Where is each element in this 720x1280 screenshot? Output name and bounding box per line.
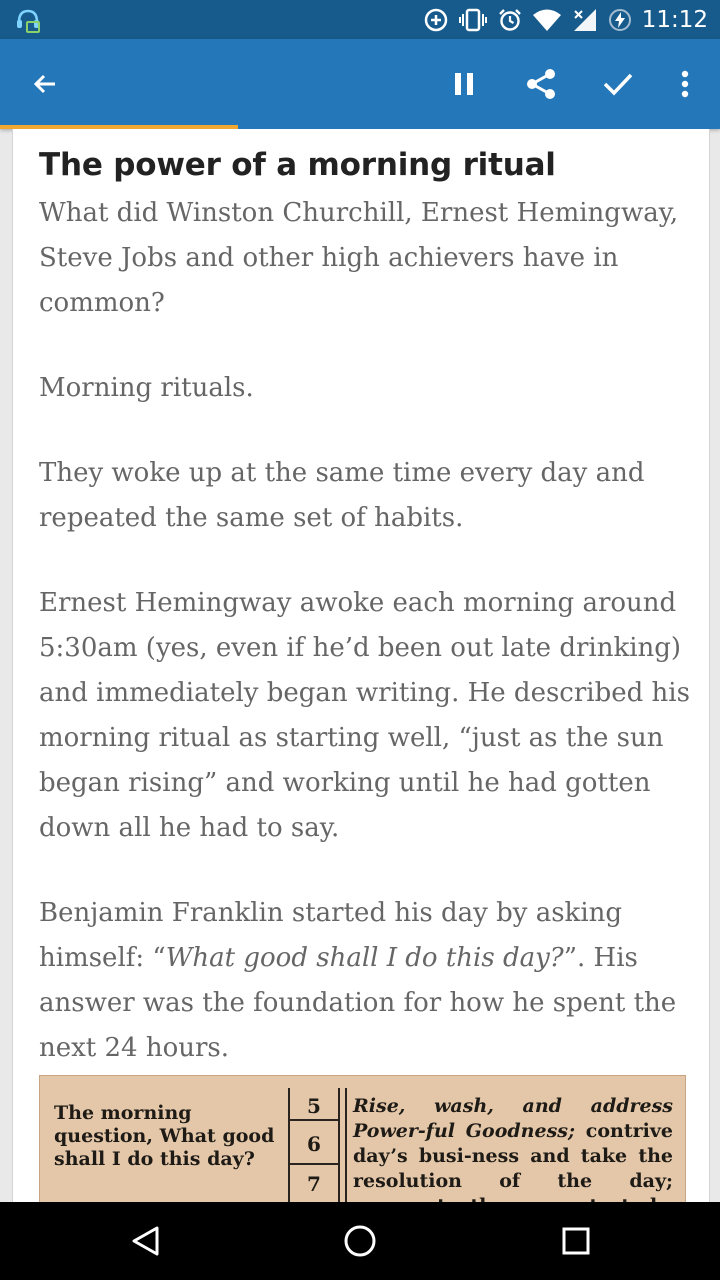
franklin-schedule-image: [39, 1075, 686, 1217]
nav-recents-button[interactable]: [531, 1202, 621, 1280]
system-nav-bar: [0, 1202, 720, 1280]
alarm-icon: [498, 8, 522, 32]
schedule-hour: 7: [307, 1172, 321, 1196]
divider: [290, 1119, 338, 1121]
wifi-icon: [532, 8, 562, 32]
pause-button[interactable]: [434, 39, 494, 128]
divider: [345, 1088, 347, 1218]
franklin-question: What good shall I do this day?: [165, 943, 564, 973]
status-bar: [0, 0, 720, 39]
nav-home-button[interactable]: [315, 1202, 405, 1280]
back-button[interactable]: [15, 39, 75, 128]
paragraph: Ernest Hemingway awoke each morning around 5:30am (yes, even if he’d been out late drinking) and immediately began writing. He described his morning ritual as starting well, “just as the sun began rising” and working until he had gotten down all he had to say.: [39, 588, 690, 843]
paragraph-text: ”. His answer was the foundation for how he spent the next 24 hours.: [39, 943, 677, 1063]
data-saver-icon: [424, 8, 448, 32]
article-body: [39, 191, 699, 1111]
check-icon: [603, 72, 633, 96]
paragraph-text: Benjamin Franklin started his day by asking himself: “: [39, 898, 623, 973]
battery-charging-icon: [608, 8, 632, 32]
more-vert-icon: [680, 70, 690, 98]
paragraph: They woke up at the same time every day and repeated the same set of habits.: [39, 458, 645, 533]
app-toolbar: [0, 39, 720, 128]
home-circle-icon: [343, 1224, 377, 1258]
article-page: [12, 129, 710, 1202]
more-options-button[interactable]: [655, 39, 715, 128]
recents-square-icon: [561, 1226, 591, 1256]
vibrate-icon: [458, 8, 488, 32]
share-icon: [525, 68, 557, 100]
paragraph: [39, 891, 699, 1071]
pause-icon: [452, 72, 476, 96]
divider: [338, 1088, 340, 1218]
mark-read-button[interactable]: [588, 39, 648, 128]
notification-app-icon: [14, 6, 42, 34]
paragraph: What did Winston Churchill, Ernest Hemingway, Steve Jobs and other high achievers have in common?: [39, 198, 679, 318]
cell-signal-icon: [572, 8, 598, 32]
nav-back-button[interactable]: [100, 1202, 190, 1280]
back-arrow-icon: [31, 70, 59, 98]
schedule-answer-text: contrive day’s busi-ness and take the resolution of the day;: [353, 1120, 673, 1192]
share-button[interactable]: [511, 39, 571, 128]
schedule-hour: 6: [307, 1132, 321, 1156]
schedule-answer-italic: Rise, wash, and address Power-ful Goodness;: [353, 1095, 673, 1142]
back-triangle-icon: [130, 1225, 160, 1257]
clock-time: 11:12: [641, 6, 708, 33]
divider: [290, 1163, 338, 1165]
paragraph: Morning rituals.: [39, 373, 254, 403]
schedule-question: The morning question, What good shall I do this day?: [54, 1102, 275, 1170]
schedule-hour: 5: [307, 1094, 321, 1118]
article-title: The power of a morning ritual: [39, 147, 556, 183]
